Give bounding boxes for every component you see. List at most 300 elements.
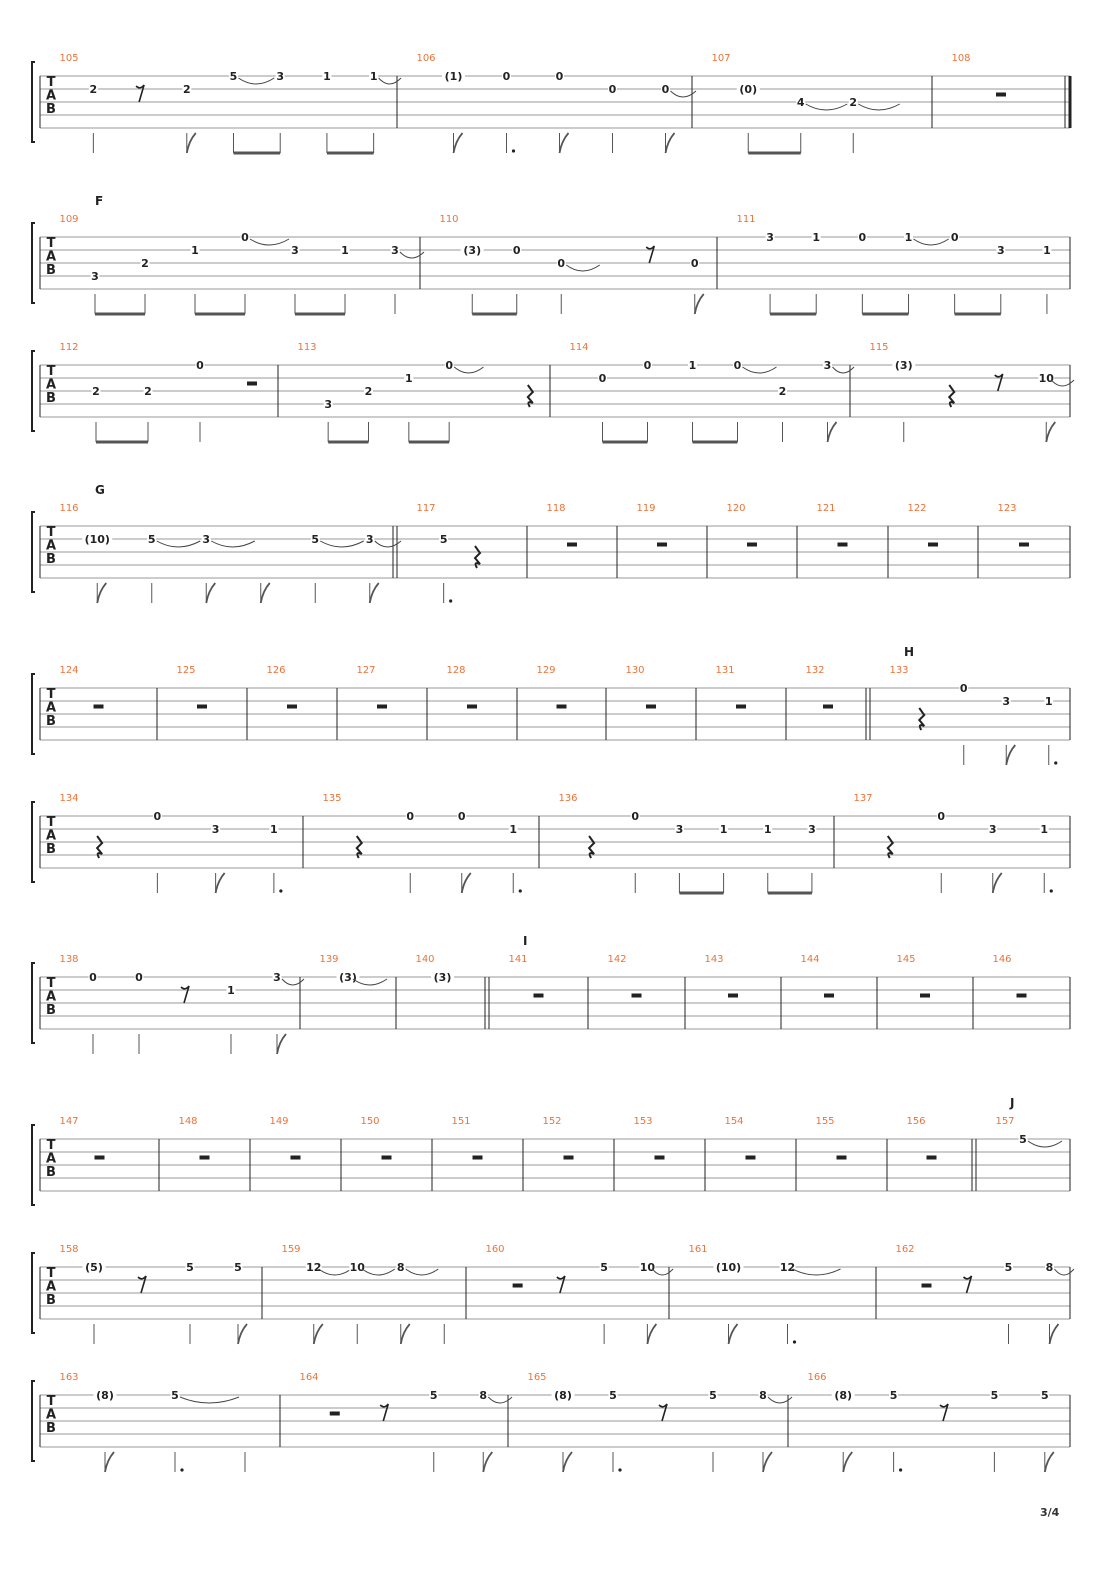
- dotted-note: [279, 889, 282, 892]
- tab-clef-letter: B: [46, 842, 56, 857]
- note-flag: [454, 133, 463, 153]
- measure-number: 115: [869, 342, 889, 353]
- fret-number: 1: [369, 70, 378, 83]
- fret-number: 3: [291, 244, 299, 257]
- measure: [59, 793, 303, 893]
- measure: [688, 1244, 876, 1344]
- half-rest: [736, 705, 746, 709]
- fret-number: (10): [715, 1261, 742, 1274]
- half-rest: [287, 705, 297, 709]
- measure: [299, 1372, 512, 1472]
- measure: [59, 1372, 280, 1472]
- measure: [711, 53, 932, 153]
- note-flag: [993, 873, 1002, 893]
- fret-number: 0: [196, 359, 204, 372]
- tab-clef-letter: T: [46, 815, 56, 830]
- measure: [625, 665, 696, 740]
- tab-clef-letter: A: [45, 700, 57, 716]
- measure: [59, 665, 157, 740]
- measure-number: 107: [711, 53, 731, 64]
- section-marker: H: [904, 645, 915, 659]
- measure-number: 119: [636, 503, 656, 514]
- measure: [995, 1116, 1070, 1191]
- fret-number: 0: [643, 359, 652, 372]
- tab-clef-letter: A: [45, 88, 57, 104]
- measure: [704, 954, 781, 1029]
- measure: [896, 954, 973, 1029]
- fret-number: 3: [675, 823, 684, 836]
- measure: [536, 665, 606, 740]
- fret-number: 5: [186, 1261, 194, 1274]
- fret-number: (3): [894, 359, 913, 372]
- note-flag: [729, 1324, 738, 1344]
- fret-number: 5: [1040, 1389, 1049, 1402]
- measure-number: 149: [269, 1116, 289, 1127]
- measure-number: 130: [625, 665, 645, 676]
- dotted-note: [449, 599, 452, 602]
- measure-number: 139: [319, 954, 339, 965]
- fret-number: 3: [211, 823, 220, 836]
- half-rest: [728, 994, 738, 998]
- fret-number: 0: [950, 231, 959, 244]
- fret-number: 1: [812, 231, 821, 244]
- measure: [636, 503, 707, 578]
- measure-number: 138: [59, 954, 79, 965]
- measure-number: 118: [546, 503, 566, 514]
- eighth-rest: [136, 85, 144, 102]
- fret-number: 0: [690, 257, 699, 270]
- measure: [508, 954, 588, 1029]
- fret-number: 1: [191, 244, 199, 257]
- staff-system: [32, 793, 1070, 893]
- fret-number: 0: [445, 359, 453, 372]
- staff-system: [32, 1372, 1070, 1472]
- system-bracket: [32, 1125, 35, 1205]
- tab-clef-letter: B: [46, 391, 56, 406]
- measure-number: 125: [176, 665, 196, 676]
- tie-arc: [858, 104, 900, 110]
- half-rest: [824, 994, 834, 998]
- measure-number: 117: [416, 503, 436, 514]
- staff-system: [32, 53, 1070, 153]
- tie-arc: [454, 367, 483, 373]
- fret-number: (3): [433, 971, 452, 984]
- tab-clef-letter: A: [45, 377, 57, 393]
- measure-number: 150: [360, 1116, 380, 1127]
- measure: [906, 1116, 976, 1191]
- dotted-note: [512, 149, 515, 152]
- measure: [527, 1372, 792, 1472]
- eighth-rest: [995, 374, 1003, 391]
- measure: [715, 665, 786, 740]
- measure: [815, 1116, 887, 1191]
- measure: [451, 1116, 523, 1191]
- staff-system: [32, 645, 1070, 765]
- measure-number: 134: [59, 793, 79, 804]
- half-rest: [823, 705, 833, 709]
- measure: [558, 793, 834, 893]
- fret-number: 0: [858, 231, 867, 244]
- measure-number: 147: [59, 1116, 79, 1127]
- eighth-rest: [181, 986, 189, 1003]
- half-rest: [646, 705, 656, 709]
- section-marker: J: [1010, 1096, 1015, 1110]
- measure-number: 164: [299, 1372, 319, 1383]
- staff-system: [32, 194, 1070, 314]
- measure-number: 141: [508, 954, 528, 965]
- fret-number: 8: [479, 1389, 488, 1402]
- system-bracket: [32, 223, 35, 303]
- fret-number: 2: [778, 385, 787, 398]
- fret-number: 0: [733, 359, 742, 372]
- fret-number: 3: [276, 70, 285, 83]
- fret-number: 1: [719, 823, 728, 836]
- tab-clef-letter: T: [46, 687, 56, 702]
- measure-number: 151: [451, 1116, 471, 1127]
- measure-number: 126: [266, 665, 286, 676]
- fret-number: 4: [796, 96, 805, 109]
- tie-arc: [320, 541, 364, 547]
- tab-clef-letter: A: [45, 1151, 57, 1167]
- tab-clef-letter: B: [46, 552, 56, 567]
- measure-number: 120: [726, 503, 746, 514]
- measure: [59, 342, 278, 442]
- tie-arc: [652, 1269, 673, 1275]
- half-rest: [330, 1412, 340, 1416]
- fret-number: 3: [808, 823, 816, 836]
- tie-arc: [1028, 1141, 1062, 1147]
- measure-number: 163: [59, 1372, 79, 1383]
- tab-clef-letter: A: [45, 249, 57, 265]
- tab-clef-letter: A: [45, 1279, 57, 1295]
- note-flag: [261, 583, 270, 603]
- fret-number: (5): [85, 1261, 103, 1274]
- tie-arc: [793, 1269, 841, 1275]
- measure: [607, 954, 685, 1029]
- fret-number: 0: [937, 810, 946, 823]
- tab-clef-letter: T: [46, 364, 56, 379]
- tab-clef-letter: T: [46, 1394, 56, 1409]
- fret-number: 3: [324, 398, 332, 411]
- system-bracket: [32, 62, 35, 142]
- note-flag: [563, 1452, 572, 1472]
- note-flag: [462, 873, 471, 893]
- measure-number: 133: [889, 665, 909, 676]
- measure-number: 162: [895, 1244, 915, 1255]
- measure-number: 131: [715, 665, 735, 676]
- fret-number: 0: [89, 971, 97, 984]
- note-flag: [216, 873, 225, 893]
- half-rest: [200, 1156, 210, 1160]
- measure-number: 135: [322, 793, 342, 804]
- measure-number: 136: [558, 793, 578, 804]
- measure: [322, 793, 539, 893]
- measure-number: 166: [807, 1372, 827, 1383]
- page-number: 3/4: [1040, 1506, 1060, 1519]
- half-rest: [1017, 994, 1027, 998]
- measure: [59, 1244, 262, 1344]
- fret-number: 3: [823, 359, 832, 372]
- measure-number: 110: [439, 214, 459, 225]
- fret-number: 3: [365, 533, 374, 546]
- measure-number: 132: [805, 665, 825, 676]
- half-rest: [837, 1156, 847, 1160]
- tab-clef-letter: T: [46, 1266, 56, 1281]
- half-rest: [291, 1156, 301, 1160]
- eighth-rest: [964, 1276, 972, 1293]
- measure-number: 111: [736, 214, 756, 225]
- measure-number: 123: [997, 503, 1017, 514]
- fret-number: 5: [147, 533, 156, 546]
- half-rest: [922, 1284, 932, 1288]
- tab-clef-letter: A: [45, 989, 57, 1005]
- fret-number: (3): [463, 244, 482, 257]
- half-rest: [920, 994, 930, 998]
- measure: [853, 793, 1070, 893]
- fret-number: 2: [849, 96, 858, 109]
- fret-number: 0: [959, 682, 968, 695]
- measure: [416, 53, 696, 153]
- fret-number: 12: [779, 1261, 796, 1274]
- fret-number: 1: [1040, 823, 1049, 836]
- measure: [542, 1116, 614, 1191]
- tie-arc: [743, 367, 777, 373]
- measure: [176, 665, 247, 740]
- tab-clef-letter: A: [45, 538, 57, 554]
- tie-arc: [180, 1397, 239, 1403]
- note-flag: [1006, 745, 1015, 765]
- measure: [951, 53, 1070, 128]
- note-flag: [187, 133, 196, 153]
- fret-number: 1: [405, 372, 413, 385]
- tie-arc: [1051, 380, 1074, 386]
- half-rest: [928, 543, 938, 547]
- measure-number: 121: [816, 503, 836, 514]
- dotted-note: [1050, 889, 1053, 892]
- measure: [59, 214, 424, 314]
- fret-number: 10: [639, 1261, 656, 1274]
- half-rest: [513, 1284, 523, 1288]
- half-rest: [996, 93, 1006, 97]
- measure: [485, 1244, 673, 1344]
- note-flag: [97, 583, 106, 603]
- fret-number: 8: [1045, 1261, 1054, 1274]
- measure: [416, 503, 527, 603]
- note-flag: [843, 1452, 852, 1472]
- fret-number: 8: [759, 1389, 767, 1402]
- tie-arc: [282, 979, 304, 985]
- tab-clef-letter: A: [45, 828, 57, 844]
- tab-clef-letter: A: [45, 1407, 57, 1423]
- half-rest: [567, 543, 577, 547]
- half-rest: [747, 543, 757, 547]
- half-rest: [197, 705, 207, 709]
- measure: [269, 1116, 341, 1191]
- measure-number: 143: [704, 954, 724, 965]
- half-rest: [377, 705, 387, 709]
- measure-number: 145: [896, 954, 916, 965]
- fret-number: 3: [91, 270, 99, 283]
- tie-arc: [806, 104, 848, 110]
- eighth-rest: [380, 1404, 388, 1421]
- tab-clef-letter: B: [46, 1003, 56, 1018]
- fret-number: 3: [391, 244, 399, 257]
- measure: [800, 954, 877, 1029]
- fret-number: 2: [364, 385, 373, 398]
- fret-number: 1: [904, 231, 913, 244]
- measure: [907, 503, 978, 578]
- tab-clef-letter: B: [46, 1165, 56, 1180]
- dotted-note: [180, 1468, 183, 1471]
- fret-number: 5: [229, 70, 238, 83]
- measure: [360, 1116, 432, 1191]
- staff-system: [32, 342, 1074, 442]
- measure: [633, 1116, 705, 1191]
- half-rest: [557, 705, 567, 709]
- fret-number: 5: [1004, 1261, 1013, 1274]
- tie-arc: [1055, 1269, 1075, 1275]
- fret-number: 2: [92, 385, 100, 398]
- tab-clef-letter: T: [46, 75, 56, 90]
- note-flag: [370, 583, 379, 603]
- measure-number: 155: [815, 1116, 835, 1127]
- measure: [807, 1372, 1070, 1472]
- measure-number: 152: [542, 1116, 562, 1127]
- measure-number: 129: [536, 665, 556, 676]
- system-bracket: [32, 802, 35, 882]
- fret-number: 1: [509, 823, 518, 836]
- staff-system: [32, 483, 1070, 603]
- fret-number: 0: [608, 83, 617, 96]
- tie-arc: [833, 367, 855, 373]
- measure-number: 127: [356, 665, 376, 676]
- fret-number: 2: [141, 257, 149, 270]
- measure: [59, 1116, 159, 1191]
- measure: [736, 214, 1070, 314]
- fret-number: 0: [241, 231, 249, 244]
- tie-arc: [239, 78, 275, 84]
- fret-number: 10: [349, 1261, 365, 1274]
- measure-number: 108: [951, 53, 971, 64]
- measure: [724, 1116, 796, 1191]
- dotted-note: [1054, 761, 1057, 764]
- fret-number: (1): [444, 70, 463, 83]
- fret-number: 1: [1044, 695, 1053, 708]
- fret-number: 1: [227, 984, 235, 997]
- dotted-note: [793, 1340, 796, 1343]
- measure-number: 161: [688, 1244, 708, 1255]
- system-bracket: [32, 963, 35, 1043]
- half-rest: [838, 543, 848, 547]
- fret-number: 0: [557, 257, 566, 270]
- measure-number: 128: [446, 665, 466, 676]
- measure: [356, 665, 427, 740]
- measure-number: 144: [800, 954, 820, 965]
- half-rest: [95, 1156, 105, 1160]
- half-rest: [632, 994, 642, 998]
- half-rest: [1019, 543, 1029, 547]
- system-bracket: [32, 1381, 35, 1461]
- fret-number: 0: [598, 372, 607, 385]
- fret-number: 3: [273, 971, 281, 984]
- fret-number: 0: [457, 810, 466, 823]
- measure-number: 140: [415, 954, 435, 965]
- measure: [439, 214, 717, 314]
- tie-arc: [362, 1269, 395, 1275]
- measure-number: 114: [569, 342, 589, 353]
- tie-arc: [157, 541, 201, 547]
- measure: [726, 503, 797, 578]
- fret-number: 1: [270, 823, 278, 836]
- fret-number: 0: [153, 810, 162, 823]
- note-flag: [483, 1452, 492, 1472]
- tab-clef-letter: B: [46, 1421, 56, 1436]
- fret-number: 1: [1043, 244, 1051, 257]
- fret-number: 3: [766, 231, 774, 244]
- section-marker: G: [95, 483, 105, 497]
- measure: [59, 53, 401, 153]
- fret-number: 3: [202, 533, 211, 546]
- fret-number: 2: [89, 83, 98, 96]
- note-flag: [1046, 422, 1055, 442]
- measure: [319, 954, 396, 1029]
- tie-arc: [319, 1269, 352, 1275]
- fret-number: 5: [889, 1389, 898, 1402]
- fret-number: 2: [144, 385, 152, 398]
- fret-number: (10): [84, 533, 110, 546]
- tie-arc: [250, 239, 289, 245]
- dotted-note: [519, 889, 522, 892]
- note-flag: [828, 422, 837, 442]
- fret-number: 5: [600, 1261, 608, 1274]
- measure: [569, 342, 854, 442]
- system-bracket: [32, 674, 35, 754]
- dotted-note: [899, 1468, 902, 1471]
- eighth-rest: [138, 1276, 146, 1293]
- note-flag: [1045, 1452, 1054, 1472]
- fret-number: 0: [631, 810, 640, 823]
- fret-number: 0: [661, 83, 670, 96]
- measure-number: 159: [281, 1244, 301, 1255]
- staff-system: [32, 1244, 1074, 1344]
- fret-number: (0): [739, 83, 758, 96]
- measure-number: 146: [992, 954, 1012, 965]
- fret-number: 12: [306, 1261, 322, 1274]
- measure-number: 106: [416, 53, 436, 64]
- fret-number: 5: [234, 1261, 242, 1274]
- note-flag: [401, 1324, 410, 1344]
- system-bracket: [32, 512, 35, 592]
- note-flag: [560, 133, 569, 153]
- measure: [446, 665, 517, 740]
- measure: [895, 1244, 1074, 1344]
- fret-number: (8): [96, 1389, 114, 1402]
- measure: [59, 503, 401, 603]
- eighth-rest: [646, 246, 654, 263]
- note-flag: [314, 1324, 323, 1344]
- half-rest: [657, 543, 667, 547]
- note-flag: [277, 1034, 286, 1054]
- measure: [805, 665, 870, 740]
- fret-number: 5: [439, 533, 448, 546]
- fret-number: 5: [171, 1389, 179, 1402]
- fret-number: 0: [135, 971, 143, 984]
- measure-number: 156: [906, 1116, 926, 1127]
- half-rest: [927, 1156, 937, 1160]
- note-flag: [695, 294, 704, 314]
- fret-number: 0: [502, 70, 511, 83]
- measure-number: 137: [853, 793, 873, 804]
